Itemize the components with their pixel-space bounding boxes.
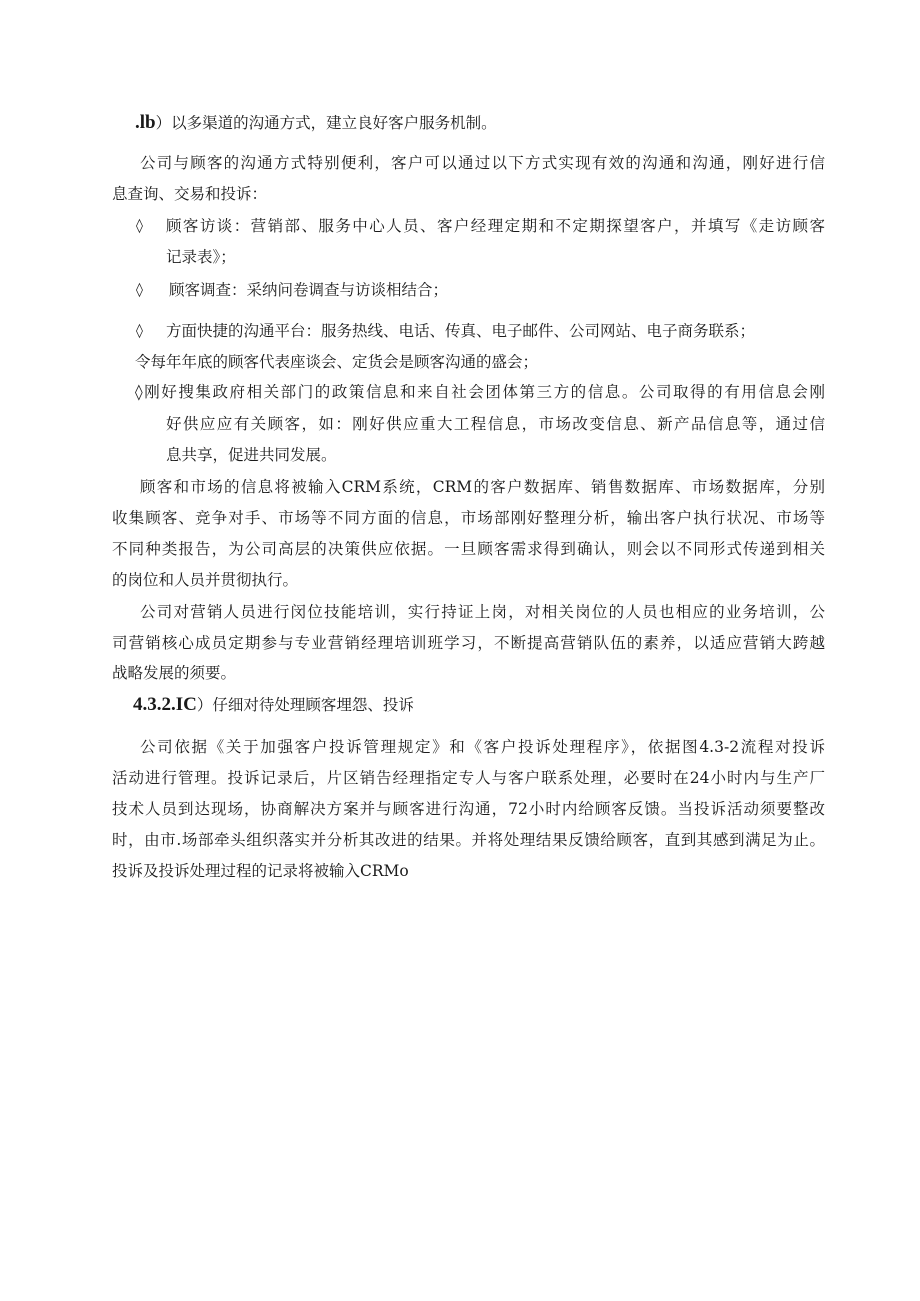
bullet-item-1-line-2: 记录表》； <box>166 248 236 266</box>
bullet-item-2: 顾客调查：采纳问卷调查与访谈相结合； <box>169 281 449 299</box>
bullet-item-5-line-1: ◊刚好搜集政府相关部门的政策信息和来自社会团体第三方的信息。公司取得的有用信息会刚 <box>135 383 825 401</box>
para-crm-line-3: 不同种类报告，为公司高层的决策供应依据。一旦顾客需求得到确认，则会以不同形式传递到相关 <box>112 540 825 558</box>
section-bracket: ） <box>196 696 213 714</box>
para-complaint-line-5: 投诉及投诉处理过程的记录将被输入CRMo <box>112 862 409 880</box>
section-heading-lb <box>135 112 497 134</box>
bullet-item-1-line-1: 顾客访谈：营销部、服务中心人员、客户经理定期和不定期探望客户，并填写《走访顾客 <box>166 217 825 235</box>
bullet-item-5-line-3: 息共享，促进共同发展。 <box>166 446 337 464</box>
para-training-line-2: 司营销核心成员定期参与专业营销经理培训班学习，不断提高营销队伍的素养，以适应营销大跨越 <box>112 634 825 652</box>
para-complaint-line-3: 技术人员到达现场，协商解决方案并与顾客进行沟通，72小时内给顾客反馈。当投诉活动须要整改 <box>112 800 825 818</box>
para-training-line-3: 战略发展的须要。 <box>112 664 237 682</box>
bullet-diamond-icon: ◊ <box>136 218 143 234</box>
para-complaint-line-4: 时，由市.场部牵头组织落实并分析其改进的结果。并将处理结果反馈给顾客，直到其感到满足为止。 <box>112 831 825 849</box>
section-number: 4.3.2.IC <box>133 694 197 715</box>
para-training-line-1: 公司对营销人员进行闵位技能培训，实行持证上岗，对相关岗位的人员也相应的业务培训，公 <box>140 603 825 621</box>
section-heading-432 <box>133 694 414 716</box>
para-crm-line-1: 顾客和市场的信息将被输入CRM系统，CRM的客户数据库、销售数据库、市场数据库，分别 <box>140 478 825 496</box>
section-title: 仔细对待处理顾客埋怨、投诉 <box>212 696 414 714</box>
bullet-item-4: 令每年年底的顾客代表座谈会、定货会是顾客沟通的盛会； <box>135 353 539 371</box>
para-complaint-line-1: 公司依据《关于加强客户投诉管理规定》和《客户投诉处理程序》，依据图4.3-2流程对投诉 <box>140 738 825 756</box>
section-number: .lb <box>135 112 156 133</box>
para-crm-line-2: 收集顾客、竞争对手、市场等不同方面的信息，市场部刚好整理分析，输出客户执行状况、市场等 <box>112 509 825 527</box>
bullet-diamond-icon: ◊ <box>136 282 143 298</box>
para-intro-line-1: 公司与顾客的沟通方式特别便利，客户可以通过以下方式实现有效的沟通和沟通，刚好进行信 <box>140 154 825 172</box>
para-crm-line-4: 的岗位和人员并贯彻执行。 <box>112 571 299 589</box>
para-intro-line-2: 息查询、交易和投诉： <box>112 185 268 203</box>
bullet-diamond-icon: ◊ <box>136 323 143 339</box>
section-bracket: ） <box>155 114 172 132</box>
para-complaint-line-2: 活动进行管理。投诉记录后，片区销告经理指定专人与客户联系处理，必要时在24小时内与生产厂 <box>112 769 825 787</box>
bullet-item-3: 方面快捷的沟通平台：服务热线、电话、传真、电子邮件、公司网站、电子商务联系； <box>166 322 756 340</box>
bullet-item-5-line-2: 好供应应有关顾客，如：刚好供应重大工程信息，市场改变信息、新产品信息等，通过信 <box>166 415 825 433</box>
section-title: 以多渠道的沟通方式，建立良好客户服务机制。 <box>171 114 497 132</box>
